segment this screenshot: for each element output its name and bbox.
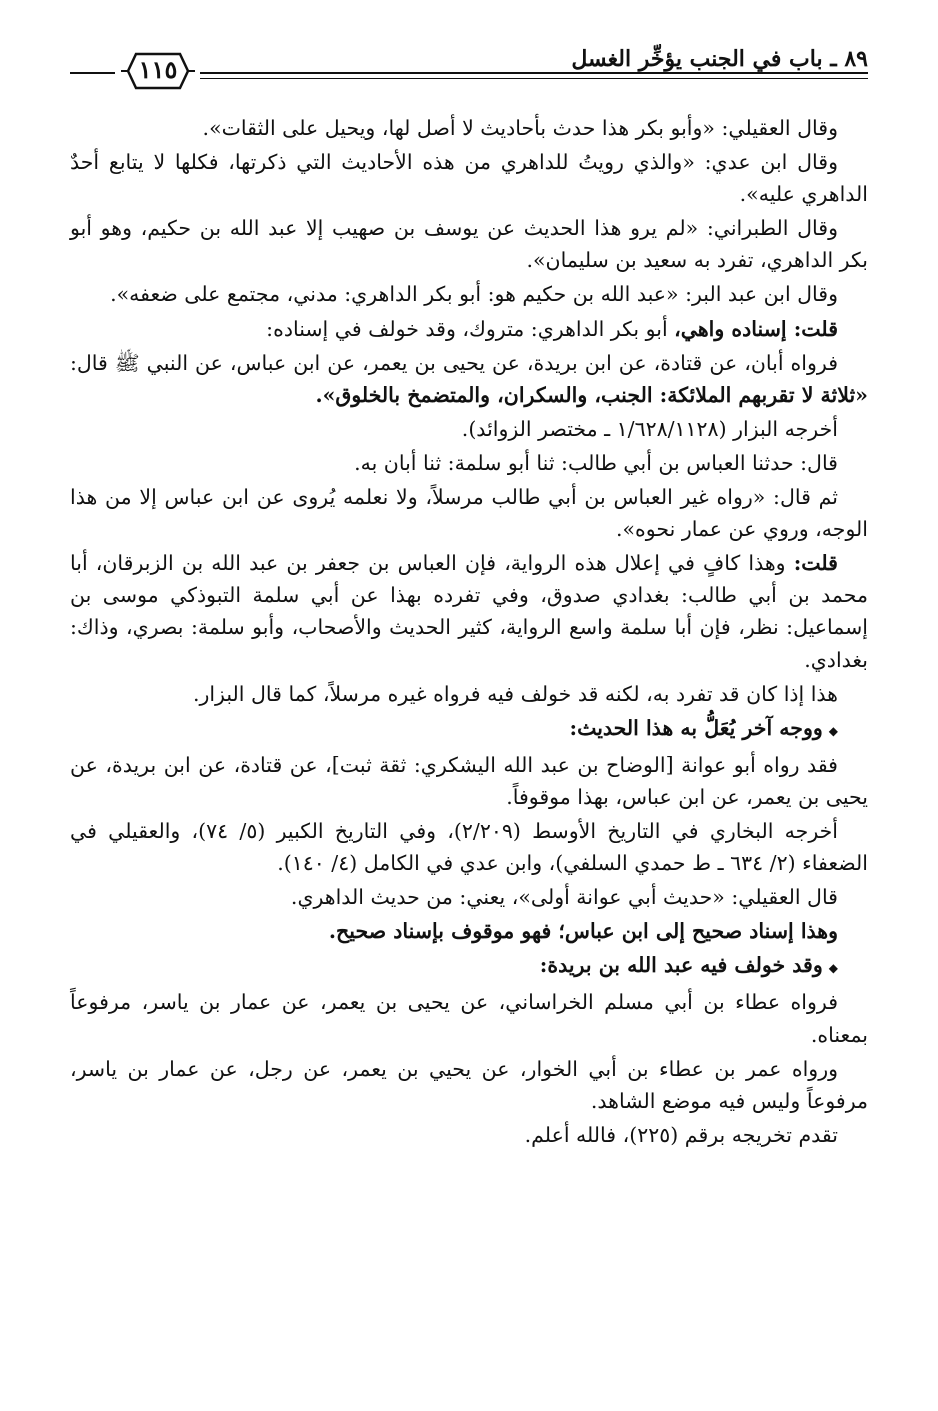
paragraph: وقال ابن عبد البر: «عبد الله بن حكيم هو: أبو بكر الداهري: مدني، مجتمع على ضعفه». xyxy=(110,282,838,307)
bold-lead: قلت: إسناده واهي، xyxy=(674,316,838,341)
diamond-bullet-icon: ◆ xyxy=(828,961,838,976)
paragraph: ثم قال: «رواه غير العباس بن أبي طالب مرسلاً، ولا نعلمه يُروى عن ابن عباس إلا من هذا الوجه، وروي عن عمار نحوه». xyxy=(70,485,868,542)
paragraph: تقدم تخريجه برقم (٢٢٥)، فالله أعلم. xyxy=(524,1122,838,1147)
header-rule-thin xyxy=(200,78,868,79)
paragraph: هذا إذا كان قد تفرد به، لكنه قد خولف فيه فرواه غيره مرسلاً، كما قال البزار. xyxy=(192,681,838,706)
page-number-badge xyxy=(118,46,198,96)
paragraph: وقال العقيلي: «وأبو بكر هذا حدث بأحاديث لا أصل لها، ويحيل على الثقات». xyxy=(202,116,838,140)
hadith-text: «ثلاثة لا تقربهم الملائكة: الجنب، والسكران، والمتضمخ بالخلوق». xyxy=(315,382,868,407)
bold-lead: قلت: xyxy=(793,551,838,576)
running-title: ٨٩ ـ باب في الجنب يؤخِّر الغسل xyxy=(571,46,868,72)
diamond-bullet-icon: ◆ xyxy=(828,723,838,738)
paragraph: ورواه عمر بن عطاء بن أبي الخوار، عن يحيي بن يعمر، عن رجل، عن عمار بن ياسر، مرفوعاً وليس فيه موضع الشاهد. xyxy=(70,1056,868,1113)
paragraph: فرواه عطاء بن أبي مسلم الخراساني، عن يحيى بن يعمر، عن عمار بن ياسر، مرفوعاً بمعناه. xyxy=(70,990,868,1047)
paragraph: وقال الطبراني: «لم يرو هذا الحديث عن يوسف بن صهيب إلا عبد الله بن حكيم، وهو أبو بكر الداهري، تفرد به سعيد بن سليمان». xyxy=(70,216,868,273)
paragraph: قال العقيلي: «حديث أبي عوانة أولى»، يعني: من حديث الداهري. xyxy=(290,885,838,910)
paragraph xyxy=(70,547,868,675)
bullet-text: ووجه آخر يُعَلُّ به هذا الحديث: xyxy=(569,715,823,740)
page-header xyxy=(70,38,868,98)
paragraph: أخرجه البزار (١/٦٢٨/١١٢٨ ـ مختصر الزوائد). xyxy=(461,416,838,441)
paragraph xyxy=(70,347,868,411)
bullet-text: وقد خولف فيه عبد الله بن بريدة: xyxy=(539,953,823,978)
header-rule-left xyxy=(70,72,115,74)
paragraph xyxy=(70,313,868,345)
section-bullet xyxy=(70,712,868,747)
page-number: ١١٥ xyxy=(138,55,178,84)
paragraph: أخرجه البخاري في التاريخ الأوسط (٢/٢٠٩)، وفي التاريخ الكبير (٥/ ٧٤)، والعقيلي في الضعفاء (٢/ ٦٣٤ ـ ط حمدي السلفي)، وابن عدي في الكامل (٤/ ١٤٠). xyxy=(70,818,868,876)
section-bullet xyxy=(70,949,868,984)
paragraph: وقال ابن عدي: «والذي رويتُ للداهري من هذه الأحاديث التي ذكرتها، فكلها لا يتابع أحدٌ الداهري عليه». xyxy=(70,150,868,207)
paragraph-text: فرواه أبان، عن قتادة، عن ابن بريدة، عن يحيى بن يعمر، عن ابن عباس، عن النبي ﷺ قال: xyxy=(70,350,838,375)
paragraph: قال: حدثنا العباس بن أبي طالب: ثنا أبو سلمة: ثنا أبان به. xyxy=(354,450,838,475)
paragraph: فقد رواه أبو عوانة [الوضاح بن عبد الله اليشكري: ثقة ثبت]، عن قتادة، عن ابن بريدة، عن يحيى بن يعمر، عن ابن عباس، بهذا موقوفاً. xyxy=(70,752,868,809)
paragraph-text: وهذا كافٍ في إعلال هذه الرواية، فإن العباس بن جعفر بن عبد الله بن الزبرقان، أبا محمد بن أبي طالب: بغدادي صدوق، وفي تفرده بهذا عن أبي سلمة التبوذكي موسى بن إسماعيل: نظر، فإن أبا سلمة واسع الرواية، كثير الحديث والأصحاب، وأبو سلمة: بصري، وذاك: بغدادي. xyxy=(70,551,868,672)
paragraph-text: أبو بكر الداهري: متروك، وقد خولف في إسناده: xyxy=(266,316,675,341)
paragraph: وهذا إسناد صحيح إلى ابن عباس؛ فهو موقوف بإسناد صحيح. xyxy=(328,919,838,944)
page-body xyxy=(70,112,868,1153)
header-rule-right xyxy=(200,72,868,74)
